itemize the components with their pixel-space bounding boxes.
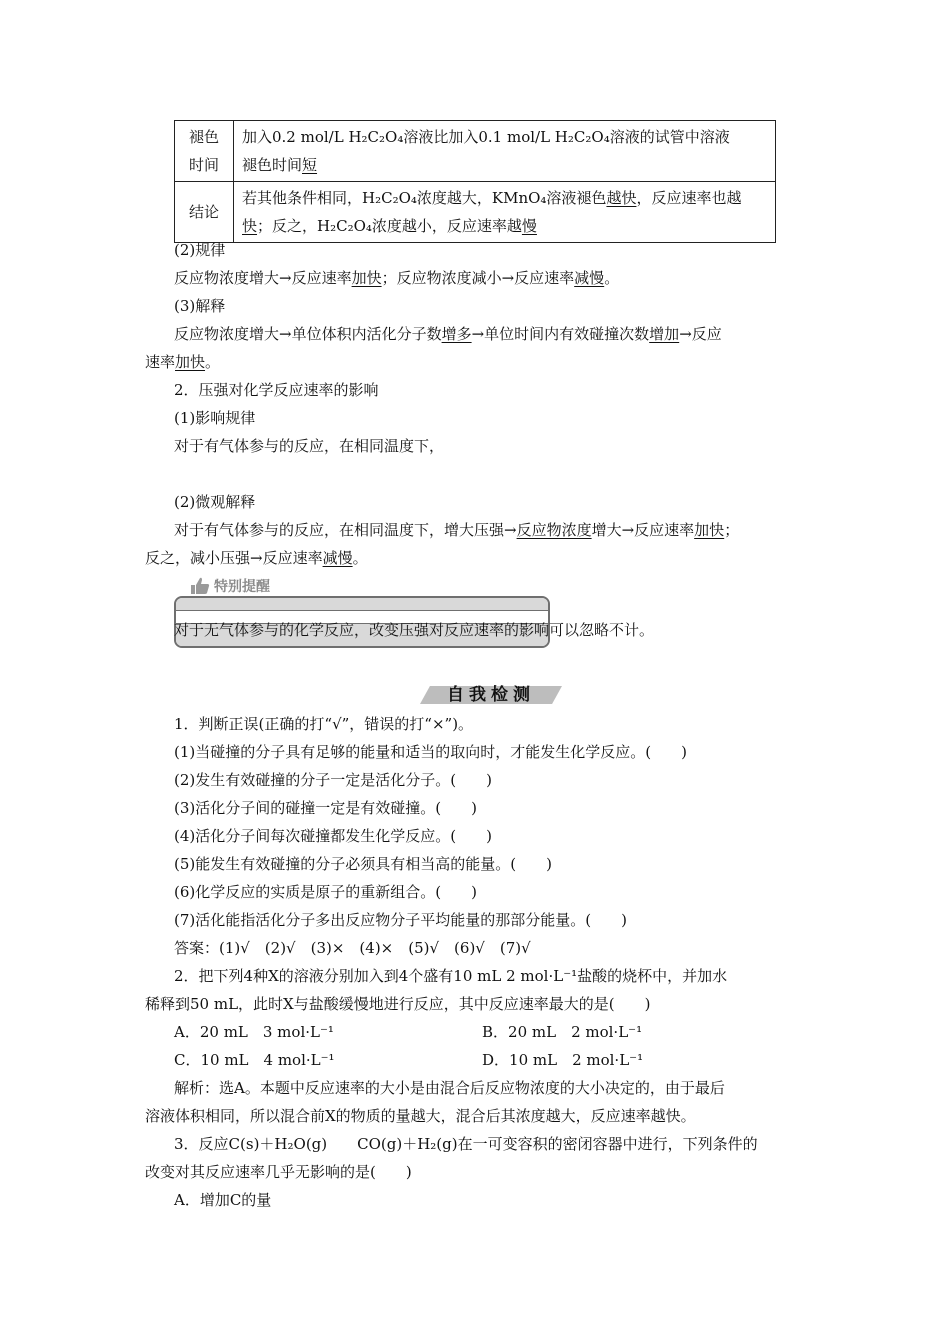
subheading: (3)解释	[174, 297, 226, 315]
answer-underline: 快	[242, 217, 258, 235]
table-key-cell	[175, 121, 234, 182]
analysis-line: 解析：选A。本题中反应速率的大小是由混合后反应物浓度的大小决定的，由于最后	[174, 1079, 725, 1097]
analysis-line: 溶液体积相同，所以混合前X的物质的量越大，混合后其浓度越大，反应速率越快。	[145, 1107, 696, 1125]
section-heading: 2．压强对化学反应速率的影响	[174, 381, 379, 399]
answer-underline: 减慢	[574, 269, 605, 287]
table-value-line: 加入0.2 mol/L H₂C₂O₄溶液比加入0.1 mol/L H₂C₂O₄溶液的试管中溶液	[242, 128, 730, 146]
question-stem: 改变对其反应速率几乎无影响的是( )	[145, 1163, 412, 1181]
answer-underline: 增多	[441, 325, 472, 343]
answer-underline: 加快	[175, 353, 206, 371]
question-stem: 稀释到50 mL，此时X与盐酸缓慢地进行反应，其中反应速率最大的是( )	[145, 995, 651, 1013]
list-item: (5)能发生有效碰撞的分子必须具有相当高的能量。( )	[174, 855, 552, 873]
paragraph-line: 速率加快。	[145, 353, 221, 371]
table-value-line: 快；反之，H₂C₂O₄浓度越小，反应速率越慢	[242, 217, 537, 235]
question-stem: 1．判断正误(正确的打“√”，错误的打“×”)。	[174, 715, 474, 733]
paragraph-line: 对于有气体参与的反应，在相同温度下，增大压强→反应物浓度增大→反应速率加快；	[174, 521, 740, 539]
table-key-cell: 结论	[175, 182, 234, 243]
table-key-line: 时间	[188, 156, 219, 174]
tip-text: 对于无气体参与的化学反应，改变压强对反应速率的影响可以忽略不计。	[174, 621, 655, 639]
section-banner	[420, 683, 562, 707]
paragraph-line: 反应物浓度增大→反应速率加快；反应物浓度减小→反应速率减慢。	[174, 269, 620, 287]
option-d: D．10 mL 2 mol·L⁻¹	[482, 1051, 644, 1069]
option-c: C．10 mL 4 mol·L⁻¹	[174, 1051, 335, 1069]
list-item: (1)当碰撞的分子具有足够的能量和适当的取向时，才能发生化学反应。( )	[174, 743, 687, 761]
paragraph-line: 反之，减小压强→反应速率减慢。	[145, 549, 368, 567]
answer-line: 答案：(1)√ (2)√ (3)× (4)× (5)√ (6)√ (7)√	[174, 939, 531, 957]
table-row	[175, 121, 776, 182]
list-item: (4)活化分子间每次碰撞都发生化学反应。( )	[174, 827, 492, 845]
experiment-table	[174, 120, 776, 243]
table-value-cell	[234, 182, 776, 243]
list-item: (6)化学反应的实质是原子的重新组合。( )	[174, 883, 477, 901]
answer-underline: 加快	[694, 521, 725, 539]
subheading: (2)规律	[174, 241, 226, 259]
question-stem: 3．反应C(s)＋H₂O(g) CO(g)＋H₂(g)在一可变容积的密闭容器中进行，下列条件的	[174, 1135, 758, 1153]
thumbs-up-icon	[190, 577, 210, 595]
option-a: A．20 mL 3 mol·L⁻¹	[174, 1023, 334, 1041]
table-value-line: 若其他条件相同，H₂C₂O₄浓度越大，KMnO₄溶液褪色越快，反应速率也越	[242, 189, 742, 207]
subheading: (2)微观解释	[174, 493, 256, 511]
tip-title: 特别提醒	[214, 579, 270, 595]
answer-underline: 加快	[351, 269, 382, 287]
table-value-cell	[234, 121, 776, 182]
option-b: B．20 mL 2 mol·L⁻¹	[482, 1023, 643, 1041]
list-item: (2)发生有效碰撞的分子一定是活化分子。( )	[174, 771, 492, 789]
answer-underline: 增加	[649, 325, 680, 343]
option-a: A．增加C的量	[174, 1191, 272, 1209]
table-row	[175, 182, 776, 243]
section-banner-title: 自我检测	[447, 685, 535, 705]
paragraph-line: 反应物浓度增大→单位体积内活化分子数增多→单位时间内有效碰撞次数增加→反应	[174, 325, 722, 343]
tip-box-top-band	[176, 598, 548, 611]
tip-header	[190, 575, 270, 597]
subheading: (1)影响规律	[174, 409, 256, 427]
answer-underline: 短	[302, 156, 318, 174]
question-stem: 2．把下列4种X的溶液分别加入到4个盛有10 mL 2 mol·L⁻¹盐酸的烧杯中，并加水	[174, 967, 728, 985]
list-item: (7)活化能指活化分子多出反应物分子平均能量的那部分能量。( )	[174, 911, 627, 929]
paragraph-line: 对于有气体参与的反应，在相同温度下，	[174, 437, 445, 455]
answer-underline: 减慢	[322, 549, 353, 567]
answer-underline: 反应物浓度	[516, 521, 592, 539]
answer-underline: 越快	[606, 189, 637, 207]
table-value-line: 褪色时间短	[242, 156, 318, 174]
answer-underline: 慢	[521, 217, 537, 235]
list-item: (3)活化分子间的碰撞一定是有效碰撞。( )	[174, 799, 477, 817]
table-key-line: 褪色	[188, 128, 219, 146]
